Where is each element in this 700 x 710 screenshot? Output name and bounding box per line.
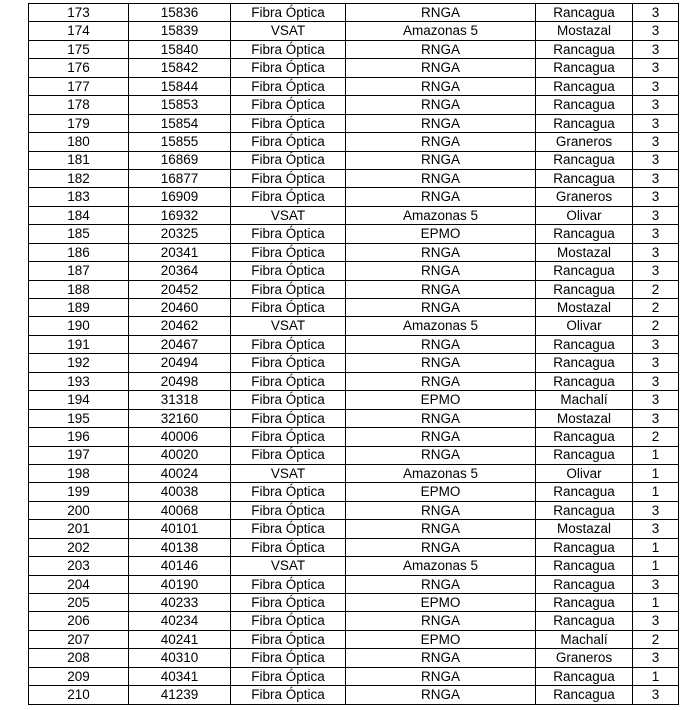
- table-cell-num: 209: [29, 667, 129, 685]
- table-cell-technology: VSAT: [231, 317, 346, 335]
- table-row: [29, 372, 679, 390]
- table-row: [29, 335, 679, 353]
- table-cell-technology: Fibra Óptica: [231, 372, 346, 390]
- table-row: [29, 169, 679, 187]
- table-cell-num: 178: [29, 96, 129, 114]
- table-cell-num: 198: [29, 464, 129, 482]
- table-cell-city: Rancagua: [536, 667, 633, 685]
- table-cell-qty: 3: [633, 520, 679, 538]
- table-row: [29, 649, 679, 667]
- table-cell-city: Machalí: [536, 630, 633, 648]
- table-cell-code: 15854: [129, 114, 231, 132]
- table-row: [29, 520, 679, 538]
- table-cell-code: 15844: [129, 77, 231, 95]
- table-cell-num: 200: [29, 501, 129, 519]
- table-row: [29, 114, 679, 132]
- table-cell-num: 206: [29, 612, 129, 630]
- table-cell-city: Rancagua: [536, 40, 633, 58]
- table-row: [29, 4, 679, 22]
- table-cell-qty: 2: [633, 317, 679, 335]
- table-cell-num: 197: [29, 446, 129, 464]
- table-cell-technology: Fibra Óptica: [231, 151, 346, 169]
- table-row: [29, 243, 679, 261]
- table-cell-city: Rancagua: [536, 280, 633, 298]
- table-cell-city: Rancagua: [536, 428, 633, 446]
- table-cell-code: 40146: [129, 557, 231, 575]
- table-cell-qty: 1: [633, 538, 679, 556]
- table-cell-qty: 1: [633, 667, 679, 685]
- table-cell-city: Mostazal: [536, 243, 633, 261]
- table-cell-code: 40310: [129, 649, 231, 667]
- table-cell-code: 15840: [129, 40, 231, 58]
- table-cell-network: RNGA: [346, 501, 536, 519]
- table-cell-network: RNGA: [346, 612, 536, 630]
- table-cell-num: 188: [29, 280, 129, 298]
- table-cell-technology: Fibra Óptica: [231, 612, 346, 630]
- table-cell-qty: 3: [633, 243, 679, 261]
- table-cell-qty: 3: [633, 188, 679, 206]
- table-cell-qty: 3: [633, 262, 679, 280]
- table-cell-qty: 3: [633, 77, 679, 95]
- table-cell-qty: 3: [633, 409, 679, 427]
- table-cell-technology: Fibra Óptica: [231, 243, 346, 261]
- table-row: [29, 464, 679, 482]
- table-cell-network: EPMO: [346, 483, 536, 501]
- table-cell-technology: VSAT: [231, 557, 346, 575]
- table-cell-code: 16932: [129, 206, 231, 224]
- table-cell-num: 189: [29, 299, 129, 317]
- table-cell-num: 175: [29, 40, 129, 58]
- table-cell-qty: 3: [633, 354, 679, 372]
- table-cell-qty: 3: [633, 206, 679, 224]
- table-row: [29, 557, 679, 575]
- table-cell-city: Rancagua: [536, 77, 633, 95]
- table-cell-qty: 3: [633, 40, 679, 58]
- table-cell-network: RNGA: [346, 520, 536, 538]
- table-cell-network: RNGA: [346, 667, 536, 685]
- table-row: [29, 483, 679, 501]
- table-cell-technology: Fibra Óptica: [231, 520, 346, 538]
- table-cell-num: 184: [29, 206, 129, 224]
- table-cell-technology: Fibra Óptica: [231, 96, 346, 114]
- table-cell-num: 191: [29, 335, 129, 353]
- table-cell-code: 20325: [129, 225, 231, 243]
- table-cell-network: RNGA: [346, 446, 536, 464]
- table-cell-technology: Fibra Óptica: [231, 686, 346, 704]
- table-cell-network: RNGA: [346, 262, 536, 280]
- table-cell-technology: VSAT: [231, 206, 346, 224]
- table-cell-network: RNGA: [346, 299, 536, 317]
- table-cell-num: 203: [29, 557, 129, 575]
- table-cell-qty: 3: [633, 114, 679, 132]
- table-cell-qty: 3: [633, 575, 679, 593]
- table-row: [29, 428, 679, 446]
- table-cell-city: Graneros: [536, 133, 633, 151]
- table-cell-technology: Fibra Óptica: [231, 77, 346, 95]
- table-cell-num: 194: [29, 391, 129, 409]
- table-cell-technology: Fibra Óptica: [231, 114, 346, 132]
- table-row: [29, 133, 679, 151]
- table-cell-num: 199: [29, 483, 129, 501]
- table-cell-technology: Fibra Óptica: [231, 391, 346, 409]
- table-cell-network: RNGA: [346, 59, 536, 77]
- table-row: [29, 501, 679, 519]
- table-cell-network: RNGA: [346, 151, 536, 169]
- table-cell-city: Rancagua: [536, 612, 633, 630]
- table-row: [29, 317, 679, 335]
- table-cell-num: 196: [29, 428, 129, 446]
- table-cell-city: Rancagua: [536, 114, 633, 132]
- table-cell-code: 20467: [129, 335, 231, 353]
- table-cell-technology: Fibra Óptica: [231, 446, 346, 464]
- table-cell-network: RNGA: [346, 575, 536, 593]
- table-cell-city: Olivar: [536, 206, 633, 224]
- table-cell-num: 208: [29, 649, 129, 667]
- table-cell-code: 20341: [129, 243, 231, 261]
- table-cell-code: 15842: [129, 59, 231, 77]
- table-cell-qty: 3: [633, 169, 679, 187]
- table-cell-technology: Fibra Óptica: [231, 299, 346, 317]
- table-cell-qty: 3: [633, 501, 679, 519]
- table-cell-num: 177: [29, 77, 129, 95]
- table-row: [29, 96, 679, 114]
- table-cell-network: EPMO: [346, 391, 536, 409]
- table-cell-network: RNGA: [346, 133, 536, 151]
- table-row: [29, 612, 679, 630]
- table-cell-network: Amazonas 5: [346, 317, 536, 335]
- table-cell-num: 195: [29, 409, 129, 427]
- table-cell-city: Mostazal: [536, 409, 633, 427]
- table-cell-network: RNGA: [346, 77, 536, 95]
- table-cell-city: Rancagua: [536, 501, 633, 519]
- table-row: [29, 575, 679, 593]
- table-cell-city: Rancagua: [536, 262, 633, 280]
- table-cell-code: 20494: [129, 354, 231, 372]
- table-cell-code: 40190: [129, 575, 231, 593]
- table-cell-num: 173: [29, 4, 129, 22]
- table-cell-num: 185: [29, 225, 129, 243]
- table-row: [29, 22, 679, 40]
- table-cell-code: 20498: [129, 372, 231, 390]
- table-cell-num: 201: [29, 520, 129, 538]
- table-cell-qty: 3: [633, 151, 679, 169]
- table-cell-technology: Fibra Óptica: [231, 649, 346, 667]
- table-cell-technology: Fibra Óptica: [231, 483, 346, 501]
- table-cell-technology: Fibra Óptica: [231, 538, 346, 556]
- table-cell-num: 193: [29, 372, 129, 390]
- table-cell-code: 20460: [129, 299, 231, 317]
- table-cell-code: 40020: [129, 446, 231, 464]
- table-cell-network: RNGA: [346, 4, 536, 22]
- table-cell-qty: 2: [633, 630, 679, 648]
- table-row: [29, 409, 679, 427]
- table-cell-code: 40038: [129, 483, 231, 501]
- table-cell-code: 40068: [129, 501, 231, 519]
- table-cell-code: 40138: [129, 538, 231, 556]
- table-row: [29, 262, 679, 280]
- table-cell-network: EPMO: [346, 225, 536, 243]
- table-cell-code: 20462: [129, 317, 231, 335]
- table-row: [29, 225, 679, 243]
- table-cell-technology: Fibra Óptica: [231, 133, 346, 151]
- table-cell-city: Rancagua: [536, 59, 633, 77]
- table-body: [29, 4, 679, 705]
- table-cell-city: Rancagua: [536, 96, 633, 114]
- table-cell-city: Rancagua: [536, 446, 633, 464]
- table-cell-qty: 3: [633, 133, 679, 151]
- table-cell-code: 15839: [129, 22, 231, 40]
- table-cell-network: Amazonas 5: [346, 464, 536, 482]
- table-cell-num: 183: [29, 188, 129, 206]
- table-cell-code: 16877: [129, 169, 231, 187]
- table-row: [29, 446, 679, 464]
- table-row: [29, 667, 679, 685]
- table-row: [29, 630, 679, 648]
- table-cell-qty: 2: [633, 299, 679, 317]
- table-cell-code: 20364: [129, 262, 231, 280]
- table-cell-technology: VSAT: [231, 22, 346, 40]
- table-row: [29, 206, 679, 224]
- table-cell-code: 40241: [129, 630, 231, 648]
- table-cell-technology: Fibra Óptica: [231, 409, 346, 427]
- table-cell-num: 190: [29, 317, 129, 335]
- table-cell-qty: 3: [633, 649, 679, 667]
- table-cell-code: 40024: [129, 464, 231, 482]
- table-cell-network: RNGA: [346, 335, 536, 353]
- table-row: [29, 538, 679, 556]
- table-cell-qty: 1: [633, 557, 679, 575]
- table-cell-city: Rancagua: [536, 594, 633, 612]
- table-cell-city: Mostazal: [536, 22, 633, 40]
- table-cell-network: EPMO: [346, 630, 536, 648]
- table-row: [29, 188, 679, 206]
- table-cell-network: RNGA: [346, 372, 536, 390]
- table-cell-network: RNGA: [346, 280, 536, 298]
- table-cell-city: Rancagua: [536, 538, 633, 556]
- table-cell-network: Amazonas 5: [346, 206, 536, 224]
- table-cell-technology: Fibra Óptica: [231, 630, 346, 648]
- table-cell-city: Rancagua: [536, 483, 633, 501]
- data-table: [28, 3, 679, 705]
- table-cell-network: RNGA: [346, 538, 536, 556]
- table-cell-network: Amazonas 5: [346, 22, 536, 40]
- table-cell-code: 41239: [129, 686, 231, 704]
- table-cell-num: 210: [29, 686, 129, 704]
- table-cell-technology: Fibra Óptica: [231, 428, 346, 446]
- table-cell-num: 202: [29, 538, 129, 556]
- table-cell-network: RNGA: [346, 40, 536, 58]
- table-cell-network: RNGA: [346, 96, 536, 114]
- table-cell-network: RNGA: [346, 409, 536, 427]
- table-cell-technology: Fibra Óptica: [231, 188, 346, 206]
- table-cell-code: 15836: [129, 4, 231, 22]
- table-cell-num: 182: [29, 169, 129, 187]
- table-cell-city: Rancagua: [536, 354, 633, 372]
- table-cell-qty: 3: [633, 4, 679, 22]
- table-cell-technology: Fibra Óptica: [231, 225, 346, 243]
- table-cell-city: Olivar: [536, 317, 633, 335]
- table-cell-city: Rancagua: [536, 225, 633, 243]
- table-cell-city: Machalí: [536, 391, 633, 409]
- table-cell-num: 187: [29, 262, 129, 280]
- table-cell-code: 31318: [129, 391, 231, 409]
- table-cell-num: 186: [29, 243, 129, 261]
- table-cell-num: 205: [29, 594, 129, 612]
- table-cell-city: Rancagua: [536, 372, 633, 390]
- table-cell-network: RNGA: [346, 686, 536, 704]
- table-cell-code: 40341: [129, 667, 231, 685]
- table-row: [29, 59, 679, 77]
- table-cell-code: 40006: [129, 428, 231, 446]
- table-cell-technology: Fibra Óptica: [231, 280, 346, 298]
- table-cell-code: 16909: [129, 188, 231, 206]
- table-cell-network: Amazonas 5: [346, 557, 536, 575]
- table-cell-network: RNGA: [346, 649, 536, 667]
- table-row: [29, 354, 679, 372]
- table-cell-city: Mostazal: [536, 299, 633, 317]
- table-cell-qty: 3: [633, 391, 679, 409]
- table-cell-technology: VSAT: [231, 464, 346, 482]
- table-cell-city: Rancagua: [536, 169, 633, 187]
- table-cell-qty: 2: [633, 428, 679, 446]
- table-cell-num: 174: [29, 22, 129, 40]
- table-cell-qty: 3: [633, 335, 679, 353]
- table-cell-code: 40233: [129, 594, 231, 612]
- table-cell-technology: Fibra Óptica: [231, 335, 346, 353]
- table-cell-technology: Fibra Óptica: [231, 667, 346, 685]
- table-row: [29, 594, 679, 612]
- table-row: [29, 77, 679, 95]
- table-cell-technology: Fibra Óptica: [231, 501, 346, 519]
- table-cell-qty: 3: [633, 225, 679, 243]
- table-cell-city: Rancagua: [536, 335, 633, 353]
- table-cell-network: RNGA: [346, 243, 536, 261]
- table-cell-network: EPMO: [346, 594, 536, 612]
- table-cell-num: 181: [29, 151, 129, 169]
- table-cell-city: Rancagua: [536, 686, 633, 704]
- table-row: [29, 151, 679, 169]
- table-cell-network: RNGA: [346, 169, 536, 187]
- table-cell-code: 40101: [129, 520, 231, 538]
- table-cell-qty: 3: [633, 686, 679, 704]
- table-cell-city: Rancagua: [536, 575, 633, 593]
- table-cell-network: RNGA: [346, 428, 536, 446]
- table-cell-city: Rancagua: [536, 151, 633, 169]
- table-cell-network: RNGA: [346, 354, 536, 372]
- table-cell-qty: 3: [633, 59, 679, 77]
- table-cell-technology: Fibra Óptica: [231, 594, 346, 612]
- table-cell-city: Olivar: [536, 464, 633, 482]
- table-row: [29, 299, 679, 317]
- table-cell-code: 40234: [129, 612, 231, 630]
- table-cell-city: Rancagua: [536, 4, 633, 22]
- table-row: [29, 686, 679, 704]
- table-cell-code: 32160: [129, 409, 231, 427]
- table-cell-num: 204: [29, 575, 129, 593]
- table-cell-qty: 1: [633, 594, 679, 612]
- table-cell-qty: 3: [633, 22, 679, 40]
- table-cell-num: 192: [29, 354, 129, 372]
- table-cell-num: 180: [29, 133, 129, 151]
- table-cell-city: Mostazal: [536, 520, 633, 538]
- table-cell-qty: 1: [633, 464, 679, 482]
- table-row: [29, 280, 679, 298]
- table-cell-technology: Fibra Óptica: [231, 4, 346, 22]
- table-cell-network: RNGA: [346, 188, 536, 206]
- table-cell-qty: 3: [633, 612, 679, 630]
- table-cell-technology: Fibra Óptica: [231, 169, 346, 187]
- table-cell-qty: 3: [633, 96, 679, 114]
- table-cell-qty: 1: [633, 446, 679, 464]
- table-cell-city: Rancagua: [536, 557, 633, 575]
- table-cell-technology: Fibra Óptica: [231, 40, 346, 58]
- table-cell-qty: 3: [633, 372, 679, 390]
- table-cell-technology: Fibra Óptica: [231, 59, 346, 77]
- table-cell-num: 207: [29, 630, 129, 648]
- table-cell-technology: Fibra Óptica: [231, 575, 346, 593]
- table-cell-code: 20452: [129, 280, 231, 298]
- table-cell-technology: Fibra Óptica: [231, 262, 346, 280]
- table-cell-city: Graneros: [536, 649, 633, 667]
- table-row: [29, 391, 679, 409]
- table-cell-network: RNGA: [346, 114, 536, 132]
- table-cell-city: Graneros: [536, 188, 633, 206]
- table-row: [29, 40, 679, 58]
- table-cell-qty: 1: [633, 483, 679, 501]
- table-cell-num: 176: [29, 59, 129, 77]
- table-cell-code: 15853: [129, 96, 231, 114]
- table-cell-technology: Fibra Óptica: [231, 354, 346, 372]
- table-cell-qty: 2: [633, 280, 679, 298]
- table-cell-code: 15855: [129, 133, 231, 151]
- table-cell-code: 16869: [129, 151, 231, 169]
- table-cell-num: 179: [29, 114, 129, 132]
